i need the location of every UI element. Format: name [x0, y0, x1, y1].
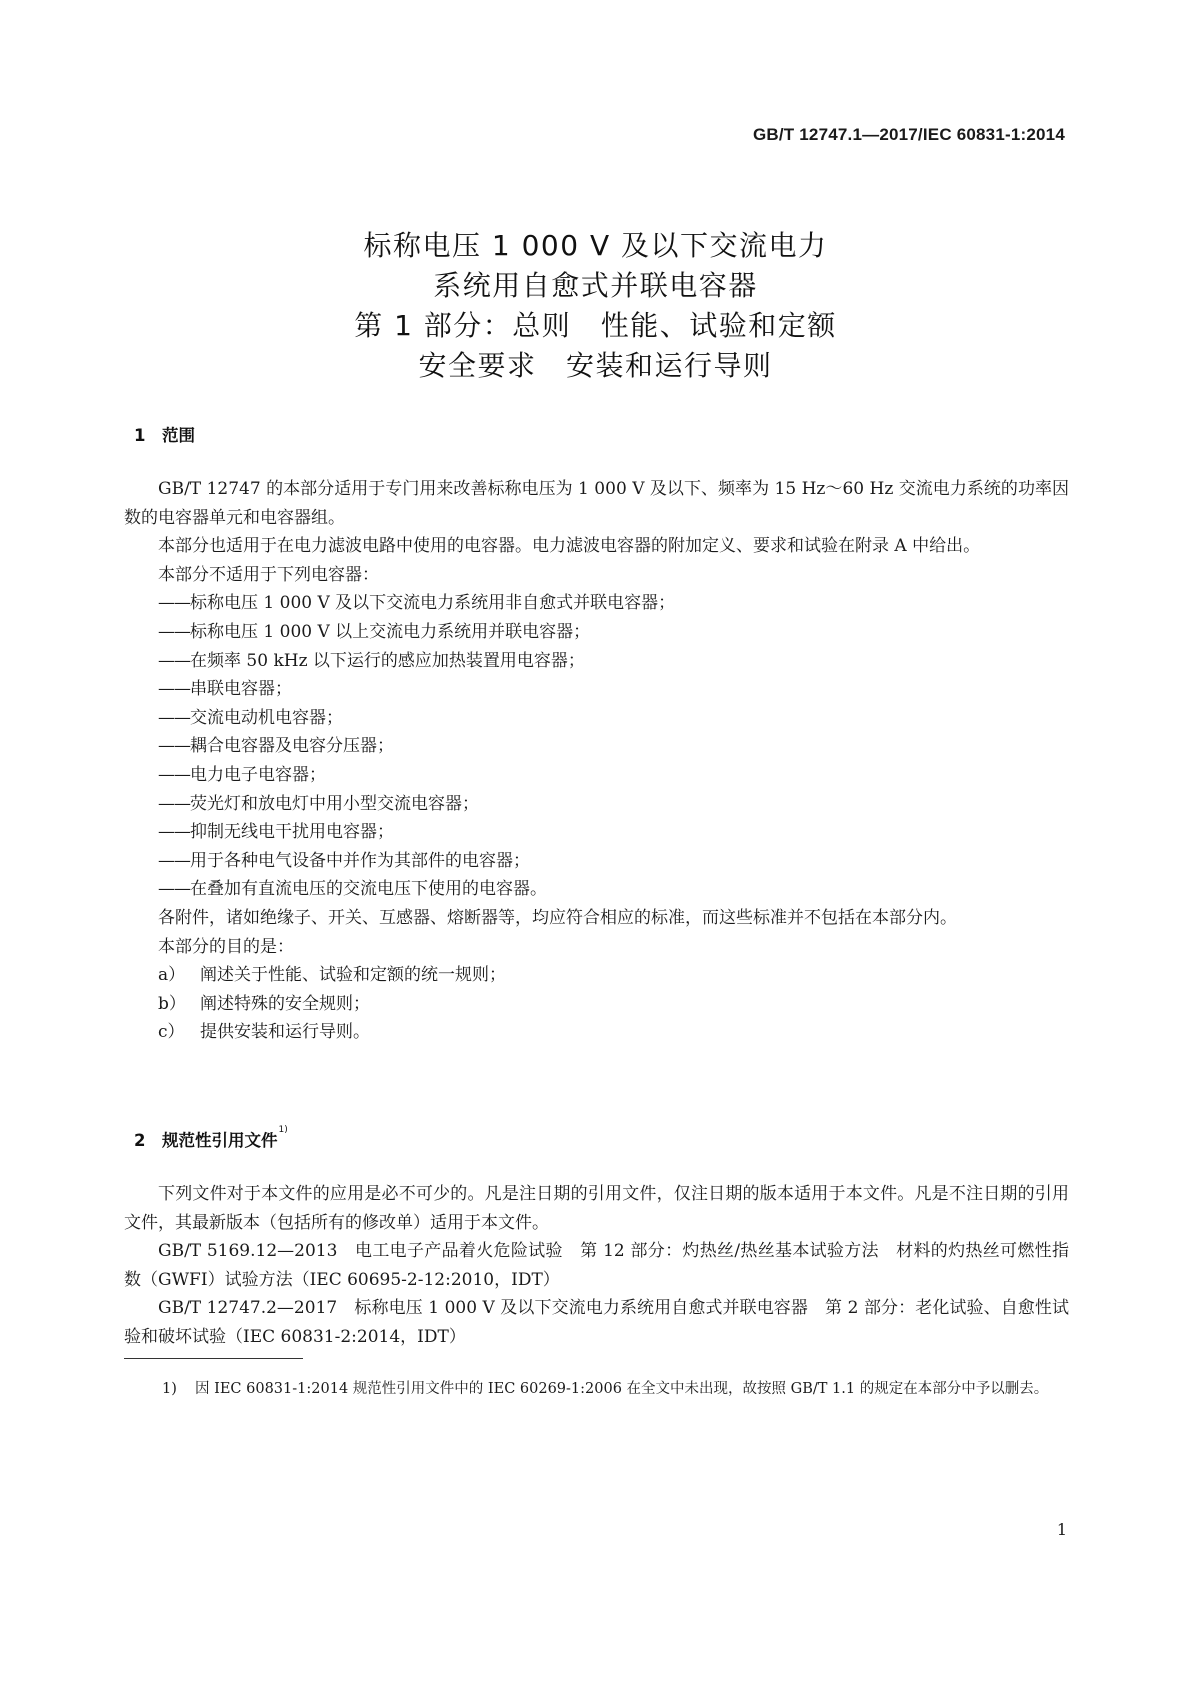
footnote-number: 1): [162, 1381, 177, 1397]
exclusion-item: ——在叠加有直流电压的交流电压下使用的电容器。: [158, 879, 547, 900]
exclusion-item: ——串联电容器；: [158, 679, 292, 700]
scope-paragraph-4: 各附件，诸如绝缘子、开关、互感器、熔断器等，均应符合相应的标准，而这些标准并不包括在本部分内。: [158, 907, 957, 928]
objective-item: c） 提供安装和运行导则。: [158, 1022, 370, 1043]
title-line-1: 标称电压 1 000 V 及以下交流电力: [363, 229, 828, 262]
scope-paragraph-2: 本部分也适用于在电力滤波电路中使用的电容器。电力滤波电容器的附加定义、要求和试验在附录 A 中给出。: [158, 536, 981, 557]
scope-paragraph-1: GB/T 12747 的本部分适用于专门用来改善标称电压为 1 000 V 及以下、频率为 15 Hz～60 Hz 交流电力系统的功率因数的电容器单元和电容器组。: [124, 479, 1069, 528]
exclusion-item: ——电力电子电容器；: [158, 764, 326, 785]
title-line-2: 系统用自愈式并联电容器: [433, 269, 758, 302]
scope-paragraph-3: 本部分不适用于下列电容器：: [158, 564, 379, 585]
exclusion-item: ——交流电动机电容器；: [158, 707, 343, 728]
page-number: 1: [1056, 1520, 1067, 1539]
document-title: [0, 226, 1191, 386]
section-2-body: [124, 1180, 1069, 1352]
section-1-number: 1: [134, 426, 146, 445]
exclusion-item: ——标称电压 1 000 V 及以下交流电力系统用非自愈式并联电容器；: [158, 593, 676, 614]
section-2-title: 规范性引用文件: [162, 1131, 278, 1150]
exclusion-item: ——用于各种电气设备中并作为其部件的电容器；: [158, 850, 530, 871]
exclusion-item: ——标称电压 1 000 V 以上交流电力系统用并联电容器；: [158, 621, 591, 642]
footnote-reference[interactable]: 1): [278, 1125, 288, 1135]
section-2-heading: [134, 1127, 288, 1151]
title-line-4: 安全要求 安装和运行导则: [418, 349, 773, 382]
exclusion-item: ——耦合电容器及电容分压器；: [158, 736, 394, 757]
section-1-title: 范围: [162, 426, 195, 445]
footnote: [150, 1377, 1068, 1401]
section-1-heading: [134, 422, 195, 446]
standard-code: GB/T 12747.1—2017/IEC 60831-1:2014: [752, 125, 1065, 144]
scope-paragraph-5: 本部分的目的是：: [158, 936, 294, 957]
normative-intro-paragraph: 下列文件对于本文件的应用是必不可少的。凡是注日期的引用文件，仅注日期的版本适用于本文件。凡是不注日期的引用文件，其最新版本（包括所有的修改单）适用于本文件。: [124, 1184, 1069, 1233]
footnote-text: 因 IEC 60831-1:2014 规范性引用文件中的 IEC 60269-1:2006 在全文中未出现，故按照 GB/T 1.1 的规定在本部分中予以删去。: [195, 1381, 1049, 1397]
normative-reference-item: GB/T 12747.2—2017 标称电压 1 000 V 及以下交流电力系统用自愈式并联电容器 第 2 部分：老化试验、自愈性试验和破坏试验（IEC 60831-2:2014，IDT）: [124, 1298, 1069, 1347]
title-line-3: 第 1 部分：总则 性能、试验和定额: [354, 309, 837, 342]
exclusion-item: ——抑制无线电干扰用电容器；: [158, 822, 394, 843]
objective-item: a） 阐述关于性能、试验和定额的统一规则；: [158, 965, 506, 986]
exclusion-item: ——在频率 50 kHz 以下运行的感应加热装置用电容器；: [158, 650, 585, 671]
objective-item: b） 阐述特殊的安全规则；: [158, 993, 370, 1014]
exclusion-item: ——荧光灯和放电灯中用小型交流电容器；: [158, 793, 479, 814]
section-2-number: 2: [134, 1131, 146, 1150]
section-1-body: [124, 475, 1069, 1047]
normative-reference-item: GB/T 5169.12—2013 电工电子产品着火危险试验 第 12 部分：灼热丝/热丝基本试验方法 材料的灼热丝可燃性指数（GWFI）试验方法（IEC 60695-2-12:2010，IDT）: [124, 1241, 1069, 1290]
footnote-divider: [124, 1358, 303, 1359]
